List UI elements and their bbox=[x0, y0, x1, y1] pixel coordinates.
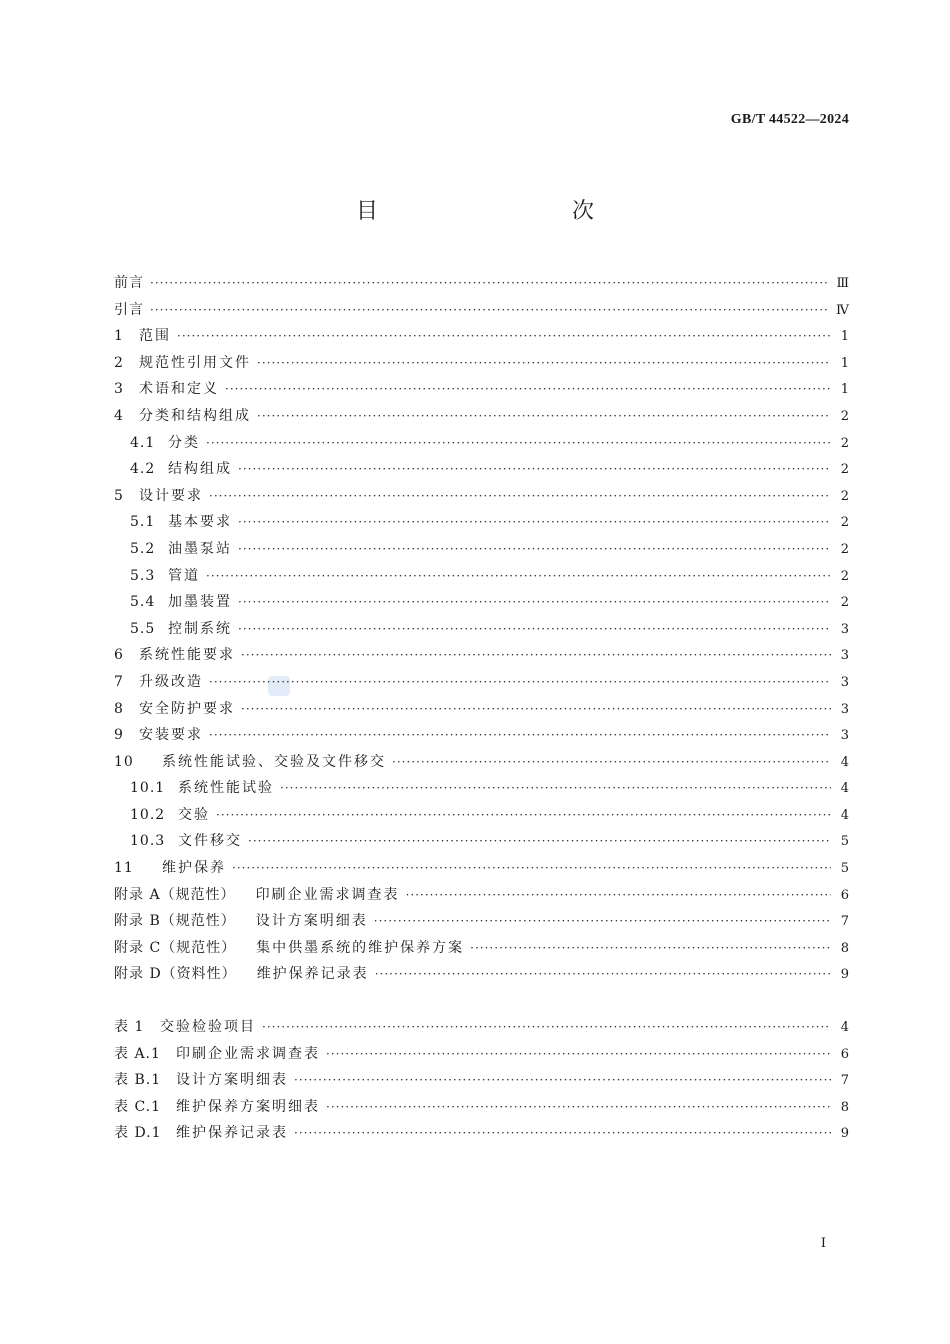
toc-entry-4[interactable] bbox=[114, 405, 849, 432]
table-entry-b1[interactable] bbox=[114, 1069, 849, 1096]
dot-leader bbox=[294, 1126, 831, 1140]
dot-leader bbox=[238, 595, 831, 609]
table-number: 表 A.1 bbox=[114, 1045, 161, 1062]
toc-title: 目 次 bbox=[355, 199, 644, 224]
toc-entry-10-1[interactable] bbox=[114, 777, 849, 804]
toc-label: 术语和定义 bbox=[139, 381, 219, 398]
table-number: 表 C.1 bbox=[114, 1098, 162, 1115]
dot-leader bbox=[238, 462, 831, 476]
dot-leader bbox=[257, 409, 831, 423]
toc-label: 分类和结构组成 bbox=[139, 407, 251, 424]
toc-number: 附录 D（资料性） bbox=[114, 966, 237, 983]
toc-label: 系统性能试验、交验及文件移交 bbox=[162, 753, 386, 770]
toc-entry-4-1[interactable] bbox=[114, 432, 849, 459]
toc-label: 结构组成 bbox=[168, 461, 232, 478]
dot-leader bbox=[150, 276, 830, 290]
dot-leader bbox=[216, 808, 831, 822]
toc-page: 3 bbox=[840, 728, 849, 744]
toc-entry-11[interactable] bbox=[114, 857, 849, 884]
toc-number: 7 bbox=[114, 673, 124, 690]
page-folio: Ⅰ bbox=[820, 1236, 826, 1251]
toc-entry-introduction[interactable] bbox=[114, 299, 849, 326]
toc-number: 5.2 bbox=[130, 540, 156, 557]
toc-label: 印刷企业需求调查表 bbox=[255, 886, 400, 903]
toc-number: 4.2 bbox=[130, 461, 156, 478]
toc-number: 5.5 bbox=[130, 620, 156, 637]
toc-number: 1 bbox=[114, 328, 124, 345]
dot-leader bbox=[326, 1100, 831, 1114]
toc-entry-5-5[interactable] bbox=[114, 618, 849, 645]
toc-label: 维护保养记录表 bbox=[256, 966, 369, 983]
toc-page: 5 bbox=[840, 861, 849, 877]
toc-entry-5-2[interactable] bbox=[114, 538, 849, 565]
toc-entry-10-2[interactable] bbox=[114, 804, 849, 831]
toc-number: 10.1 bbox=[130, 780, 166, 797]
table-page: 6 bbox=[840, 1046, 849, 1062]
toc-page: 2 bbox=[840, 568, 849, 584]
toc-page: Ⅳ bbox=[836, 302, 849, 318]
toc-number: 5 bbox=[114, 487, 124, 504]
toc-entry-7[interactable] bbox=[114, 671, 849, 698]
table-label: 交验检验项目 bbox=[160, 1019, 256, 1035]
toc-entry-10-3[interactable] bbox=[114, 830, 849, 857]
toc-entry-10[interactable] bbox=[114, 751, 849, 778]
toc-number: 附录 B（规范性） bbox=[114, 913, 236, 930]
table-entry-c1[interactable] bbox=[114, 1096, 849, 1123]
dot-leader bbox=[238, 622, 831, 636]
dot-leader bbox=[225, 382, 831, 396]
toc-label: 维护保养 bbox=[162, 860, 226, 877]
table-page: 9 bbox=[840, 1126, 849, 1142]
toc-page: 4 bbox=[840, 781, 849, 797]
table-page: 8 bbox=[840, 1099, 849, 1115]
table-label: 维护保养方案明细表 bbox=[176, 1098, 320, 1115]
toc-entry-8[interactable] bbox=[114, 698, 849, 725]
dot-leader bbox=[326, 1047, 831, 1061]
toc-number: 4 bbox=[114, 407, 124, 424]
toc-page: 3 bbox=[840, 621, 849, 637]
dot-leader bbox=[262, 1020, 831, 1034]
toc-label: 升级改造 bbox=[139, 673, 203, 690]
toc-page: 2 bbox=[840, 408, 849, 424]
table-page: 7 bbox=[840, 1073, 849, 1089]
toc-page: 2 bbox=[840, 515, 849, 531]
toc-entry-5-3[interactable] bbox=[114, 565, 849, 592]
dot-leader bbox=[209, 675, 831, 689]
toc-number: 10.2 bbox=[130, 806, 166, 823]
table-page: 4 bbox=[840, 1020, 849, 1035]
toc-number: 8 bbox=[114, 700, 124, 717]
dot-leader bbox=[392, 755, 831, 769]
toc-number: 5.3 bbox=[130, 567, 156, 584]
toc-label: 油墨泵站 bbox=[168, 540, 232, 557]
toc-page: 3 bbox=[840, 648, 849, 664]
toc-label: 管道 bbox=[168, 567, 200, 584]
toc-label: 控制系统 bbox=[168, 620, 232, 637]
toc-label: 规范性引用文件 bbox=[139, 354, 251, 371]
dot-leader bbox=[241, 648, 831, 662]
toc-entry-5[interactable] bbox=[114, 485, 849, 512]
toc-entry-annex-a[interactable] bbox=[114, 884, 849, 911]
dot-leader bbox=[150, 303, 830, 317]
dot-leader bbox=[241, 702, 831, 716]
toc-number: 3 bbox=[114, 381, 124, 398]
toc-number: 10.3 bbox=[130, 833, 166, 850]
table-number: 表 B.1 bbox=[114, 1072, 162, 1089]
toc-entry-2[interactable] bbox=[114, 352, 849, 379]
toc-page: 5 bbox=[840, 834, 849, 850]
dot-leader bbox=[232, 861, 831, 875]
table-label: 设计方案明细表 bbox=[176, 1072, 288, 1089]
toc-label: 基本要求 bbox=[168, 514, 232, 531]
dot-leader bbox=[206, 569, 831, 583]
toc-label: 系统性能要求 bbox=[139, 647, 235, 664]
dot-leader bbox=[375, 967, 831, 981]
table-entry-d1[interactable] bbox=[114, 1122, 849, 1149]
toc-number: 附录 C（规范性） bbox=[114, 939, 237, 956]
dot-leader bbox=[280, 781, 831, 795]
toc-entry-annex-c[interactable] bbox=[114, 937, 849, 964]
toc-page: Ⅲ bbox=[836, 276, 849, 291]
toc-page: 6 bbox=[840, 887, 849, 903]
table-entry-1[interactable] bbox=[114, 1016, 849, 1043]
table-of-contents bbox=[114, 272, 849, 990]
toc-number: 5.1 bbox=[130, 514, 156, 531]
toc-label: 前言 bbox=[114, 275, 144, 291]
dot-leader bbox=[209, 489, 831, 503]
toc-entry-annex-d[interactable] bbox=[114, 963, 849, 990]
toc-number: 5.4 bbox=[130, 594, 156, 611]
toc-number: 2 bbox=[114, 354, 124, 371]
toc-entry-5-4[interactable] bbox=[114, 591, 849, 618]
dot-leader bbox=[206, 436, 831, 450]
dot-leader bbox=[257, 356, 831, 370]
toc-label: 引言 bbox=[114, 301, 144, 318]
toc-label: 集中供墨系统的维护保养方案 bbox=[256, 939, 465, 956]
toc-label: 设计要求 bbox=[139, 487, 203, 504]
toc-label: 文件移交 bbox=[178, 833, 242, 850]
toc-page: 4 bbox=[840, 807, 849, 823]
toc-label: 加墨装置 bbox=[168, 594, 232, 611]
toc-entry-3[interactable] bbox=[114, 378, 849, 405]
toc-page: 3 bbox=[840, 701, 849, 717]
dot-leader bbox=[294, 1073, 831, 1087]
toc-entry-5-1[interactable] bbox=[114, 511, 849, 538]
toc-label: 设计方案明细表 bbox=[255, 913, 368, 930]
toc-entry-annex-b[interactable] bbox=[114, 910, 849, 937]
toc-page: 2 bbox=[840, 541, 849, 557]
toc-label: 系统性能试验 bbox=[178, 780, 274, 797]
table-entry-a1[interactable] bbox=[114, 1043, 849, 1070]
toc-page: 1 bbox=[840, 329, 849, 345]
toc-page: 9 bbox=[840, 967, 849, 983]
toc-number: 6 bbox=[114, 647, 124, 664]
list-of-tables bbox=[114, 1016, 849, 1149]
toc-entry-6[interactable] bbox=[114, 644, 849, 671]
toc-number: 附录 A（规范性） bbox=[114, 886, 236, 903]
dot-leader bbox=[238, 515, 831, 529]
toc-page: 2 bbox=[840, 488, 849, 504]
toc-page: 3 bbox=[840, 674, 849, 690]
table-number: 表 1 bbox=[114, 1019, 145, 1035]
table-label: 维护保养记录表 bbox=[176, 1125, 288, 1142]
toc-page: 2 bbox=[840, 595, 849, 611]
toc-label: 交验 bbox=[178, 806, 210, 823]
dot-leader bbox=[177, 329, 831, 343]
toc-label: 范围 bbox=[139, 328, 171, 345]
dot-leader bbox=[238, 542, 831, 556]
toc-number: 4.1 bbox=[130, 434, 156, 451]
dot-leader bbox=[470, 941, 831, 955]
toc-page: 2 bbox=[840, 462, 849, 478]
dot-leader bbox=[406, 888, 831, 902]
table-number: 表 D.1 bbox=[114, 1125, 162, 1142]
toc-number: 10 bbox=[114, 753, 134, 770]
standard-code: GB/T 44522—2024 bbox=[730, 112, 849, 127]
toc-page: 1 bbox=[840, 382, 849, 398]
table-label: 印刷企业需求调查表 bbox=[176, 1045, 320, 1062]
toc-entry-foreword[interactable] bbox=[114, 272, 849, 299]
dot-leader bbox=[248, 834, 831, 848]
toc-entry-9[interactable] bbox=[114, 724, 849, 751]
toc-page: 8 bbox=[840, 940, 849, 956]
toc-label: 安装要求 bbox=[139, 727, 203, 744]
toc-page: 7 bbox=[840, 914, 849, 930]
toc-entry-4-2[interactable] bbox=[114, 458, 849, 485]
toc-number: 9 bbox=[114, 727, 124, 744]
dot-leader bbox=[374, 914, 831, 928]
toc-page: 4 bbox=[840, 754, 849, 770]
toc-label: 安全防护要求 bbox=[139, 700, 235, 717]
toc-entry-1[interactable] bbox=[114, 325, 849, 352]
toc-page: 1 bbox=[840, 355, 849, 371]
toc-label: 分类 bbox=[168, 434, 200, 451]
toc-number: 11 bbox=[114, 860, 134, 877]
dot-leader bbox=[209, 728, 831, 742]
toc-page: 2 bbox=[840, 435, 849, 451]
